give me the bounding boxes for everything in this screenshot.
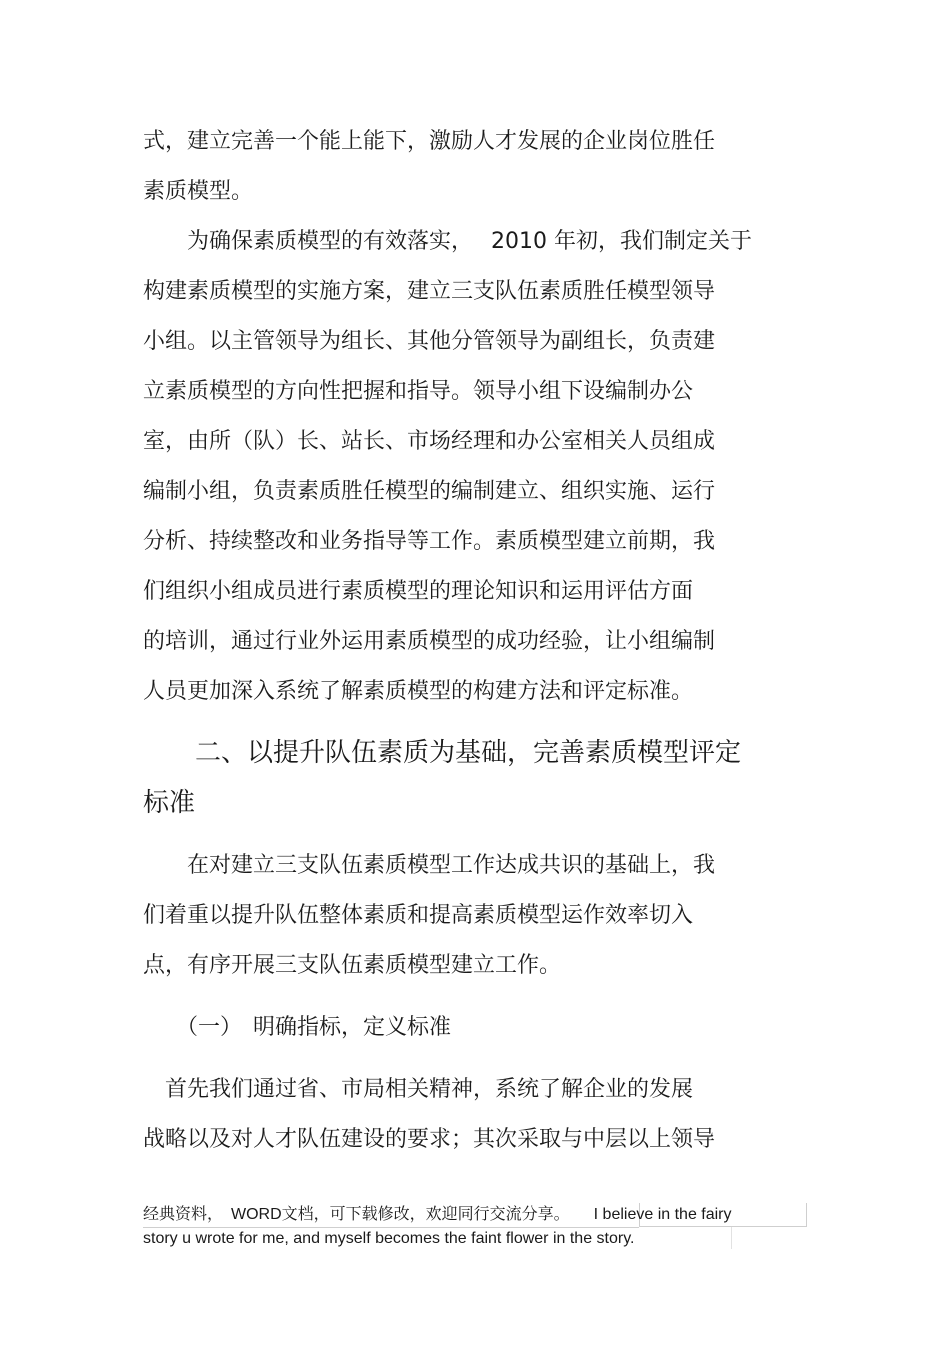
- paragraph-line: 编制小组，负责素质胜任模型的编制建立、组织实施、运行: [143, 479, 716, 504]
- paragraph-line: 人员更加深入系统了解素质模型的构建方法和评定标准。: [143, 679, 694, 704]
- subsection-heading: （一） 明确指标，定义标准: [143, 1015, 452, 1040]
- paragraph-line: 点，有序开展三支队伍素质模型建立工作。: [143, 953, 562, 978]
- paragraph-line: 们着重以提升队伍整体素质和提高素质模型运作效率切入: [143, 903, 694, 928]
- paragraph-line: 首先我们通过省、市局相关精神，系统了解企业的发展: [143, 1077, 694, 1102]
- paragraph-line: 小组。以主管领导为组长、其他分管领导为副组长，负责建: [143, 329, 716, 354]
- paragraph-line: 式，建立完善一个能上能下，激励人才发展的企业岗位胜任: [143, 129, 716, 154]
- paragraph-line: 的培训，通过行业外运用素质模型的成功经验，让小组编制: [143, 629, 716, 654]
- paragraph-line: 战略以及对人才队伍建设的要求；其次采取与中层以上领导: [143, 1127, 716, 1152]
- footer-line: 经典资料， WORD文档，可下载修改，欢迎同行交流分享。 I believe in the fairy: [143, 1206, 732, 1223]
- paragraph-line: 室，由所（队）长、站长、市场经理和办公室相关人员组成: [143, 429, 716, 454]
- footer-line: story u wrote for me, and myself becomes the faint flower in the story.: [143, 1230, 635, 1247]
- paragraph-line: 构建素质模型的实施方案，建立三支队伍素质胜任模型领导: [143, 279, 716, 304]
- paragraph-line: 们组织小组成员进行素质模型的理论知识和运用评估方面: [143, 579, 694, 604]
- section-heading: 标准: [143, 788, 196, 818]
- paragraph-line: 立素质模型的方向性把握和指导。领导小组下设编制办公: [143, 379, 694, 404]
- paragraph-line: 在对建立三支队伍素质模型工作达成共识的基础上，我: [143, 853, 716, 878]
- footer-tick: [731, 1227, 732, 1249]
- paragraph-line: 分析、持续整改和业务指导等工作。素质模型建立前期，我: [143, 529, 716, 554]
- paragraph-line: 素质模型。: [143, 179, 254, 204]
- section-heading: 二、以提升队伍素质为基础，完善素质模型评定: [143, 738, 742, 768]
- paragraph-line: 为确保素质模型的有效落实， 2010 年初，我们制定关于: [143, 229, 752, 254]
